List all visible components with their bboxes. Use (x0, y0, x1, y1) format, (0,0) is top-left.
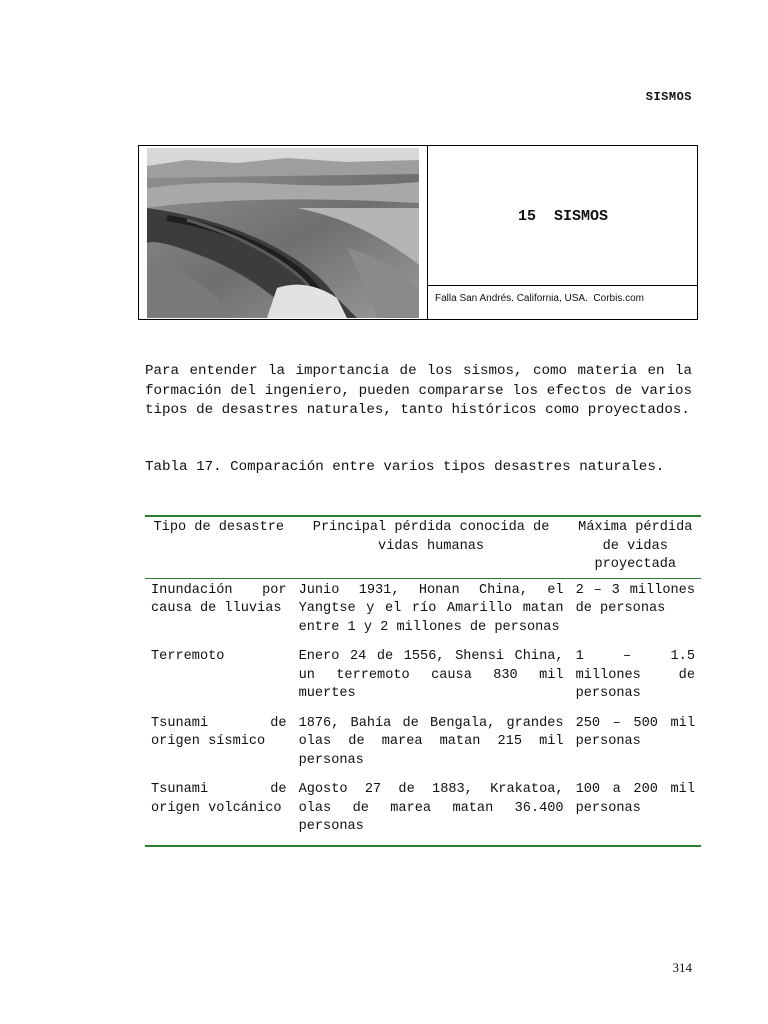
table-cell: Junio 1931, Honan China, el Yangtse y el río Amarillo matan entre 1 y 2 millones de personas (298, 582, 564, 635)
column-header: Principal pérdida conocida de vidas humanas (293, 516, 570, 578)
photo-graphic (147, 148, 419, 318)
box-divider-horizontal (428, 285, 698, 286)
table-cell: Tsunami de origen sísmico (151, 715, 287, 749)
page-number: 314 (672, 960, 692, 975)
table-cell: 1 – 1.5 millones de personas (575, 649, 695, 701)
table-cell: 1876, Bahía de Bengala, grandes olas de marea matan 215 mil personas (298, 715, 564, 768)
table-cell: 250 – 500 mil personas (575, 715, 695, 749)
table-cell: Enero 24 de 1556, Shensi China, un terremoto causa 830 mil muertes (298, 649, 564, 701)
fault-landscape-photo (147, 148, 419, 318)
table-cell: Tsunami de origen volcánico (151, 782, 287, 816)
table-caption: Tabla 17. Comparación entre varios tipos desastres naturales. (145, 459, 665, 475)
table-cell: 100 a 200 mil personas (575, 782, 695, 816)
table-cell: Inundación por causa de lluvias (151, 582, 287, 616)
photo-caption: Falla San Andrés. California, USA. Corbis.com (435, 293, 644, 304)
column-header: Máxima pérdida de vidas proyectada (570, 516, 701, 578)
column-header: Tipo de desastre (145, 516, 293, 578)
table-row (145, 645, 701, 712)
chapter-title: 15 SISMOS (517, 207, 608, 225)
table-row (145, 578, 701, 645)
table-cell: 2 – 3 millones de personas (575, 582, 695, 616)
table-row (145, 712, 701, 779)
disaster-comparison-table (145, 515, 701, 847)
running-header: SISMOS (645, 90, 692, 104)
table-cell: Agosto 27 de 1883, Krakatoa, olas de marea matan 36.400 personas (298, 782, 564, 834)
table-cell: Terremoto (151, 649, 225, 664)
table-header-row (145, 516, 701, 578)
chapter-header-box (138, 145, 698, 320)
table-row (145, 778, 701, 846)
intro-paragraph: Para entender la importancia de los sismos, como materia en la formación del ingeniero, pueden compararse los efectos de varios tipos de desastres naturales, tanto históricos como proyectados. (145, 363, 692, 418)
